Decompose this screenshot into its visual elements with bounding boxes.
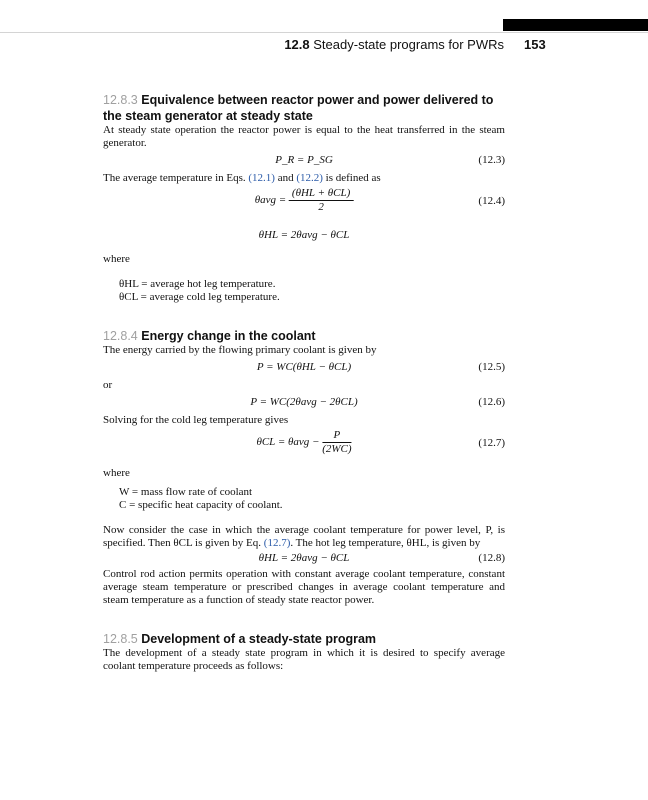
equation-expression: P = WC(θHL − θCL) xyxy=(256,361,352,373)
running-head xyxy=(284,37,504,52)
equation-expression: P_R = P_SG xyxy=(275,154,333,166)
definition-item: C = specific heat capacity of coolant. xyxy=(119,499,283,511)
section-title-line1: Equivalence between reactor power and power delivered to xyxy=(141,93,494,107)
equation-number: (12.5) xyxy=(478,361,505,373)
section-number: 12.8.3 xyxy=(103,93,138,107)
equation-expression xyxy=(256,429,351,456)
where-label: where xyxy=(103,253,130,265)
definition-item: W = mass flow rate of coolant xyxy=(119,486,253,498)
definitions-list xyxy=(119,278,505,304)
equation-number: (12.6) xyxy=(478,396,505,408)
equation-number: (12.3) xyxy=(478,154,505,166)
section-title: Energy change in the coolant xyxy=(141,329,316,343)
section-title-line2: the steam generator at steady state xyxy=(103,109,313,123)
section-heading-12-8-3 xyxy=(103,92,505,124)
section-title: Development of a steady-state program xyxy=(141,632,377,646)
running-head-title: Steady-state programs for PWRs xyxy=(313,37,504,52)
equation-lhs: θCL = θavg − xyxy=(256,436,320,449)
fraction-numerator: (θHL + θCL) xyxy=(289,187,353,201)
text-run: . The hot leg temperature, θHL, is given by xyxy=(290,537,481,549)
equation-12-6 xyxy=(103,392,505,414)
or-label: or xyxy=(103,379,113,391)
equation-number: (12.4) xyxy=(478,195,505,207)
definition-item: θCL = average cold leg temperature. xyxy=(119,291,280,303)
equation-expression: θHL = 2θavg − θCL xyxy=(258,552,350,564)
header-bar xyxy=(503,19,648,31)
equation-ref-link[interactable]: (12.2) xyxy=(296,172,323,184)
fraction xyxy=(322,429,351,456)
fraction xyxy=(289,187,353,214)
paragraph: The development of a steady state program in which it is desired to specify average coolant temperature proceeds as follows: xyxy=(103,647,505,672)
text-run: and xyxy=(274,172,297,184)
paragraph: The energy carried by the flowing primary coolant is given by xyxy=(103,344,377,356)
paragraph xyxy=(103,172,505,185)
header-rule xyxy=(0,32,648,33)
equation-number: (12.7) xyxy=(478,437,505,449)
equation-ref-link[interactable]: (12.1) xyxy=(248,172,275,184)
paragraph: At steady state operation the reactor power is equal to the heat transferred in the steam generator. xyxy=(103,124,505,149)
text-run: The average temperature in Eqs. xyxy=(103,172,249,184)
paragraph: Control rod action permits operation with constant average coolant temperature, constant average steam temperature or prescribed changes in average coolant temperature and steam temperature as a function of steady state reactor power. xyxy=(103,568,505,606)
equation-ref-link[interactable]: (12.7) xyxy=(263,537,291,549)
section-heading-12-8-5 xyxy=(103,631,505,647)
fraction-numerator: P xyxy=(322,429,351,443)
equation-12-4 xyxy=(103,185,505,219)
fraction-denominator: (2WC) xyxy=(322,443,352,455)
paragraph xyxy=(103,524,505,550)
definitions-list xyxy=(119,486,505,512)
section-number: 12.8.4 xyxy=(103,329,138,343)
equation-12-7 xyxy=(103,427,505,461)
page-number: 153 xyxy=(524,37,546,52)
where-label: where xyxy=(103,467,130,479)
equation-12-8 xyxy=(103,550,505,568)
section-number: 12.8.5 xyxy=(103,632,138,646)
equation-expression: P = WC(2θavg − 2θCL) xyxy=(250,396,358,408)
equation-number: (12.8) xyxy=(478,552,505,564)
running-head-section: 12.8 xyxy=(284,37,310,52)
text-run: Now consider the case in which the average coolant temperature for power level, P, is specified. Then θCL is given by Eq. xyxy=(103,524,505,549)
section-heading-12-8-4 xyxy=(103,328,505,344)
fraction-denominator: 2 xyxy=(318,201,324,213)
equation-expression xyxy=(255,187,354,214)
text-run: is defined as xyxy=(322,172,381,184)
equation-12-3 xyxy=(103,150,505,172)
page-body xyxy=(103,92,505,673)
equation-unnumbered xyxy=(103,225,505,247)
equation-lhs: θavg = xyxy=(254,194,287,207)
paragraph: Solving for the cold leg temperature gives xyxy=(103,414,289,426)
equation-12-5 xyxy=(103,357,505,379)
equation-expression: θHL = 2θavg − θCL xyxy=(258,229,350,241)
definition-item: θHL = average hot leg temperature. xyxy=(119,278,276,290)
